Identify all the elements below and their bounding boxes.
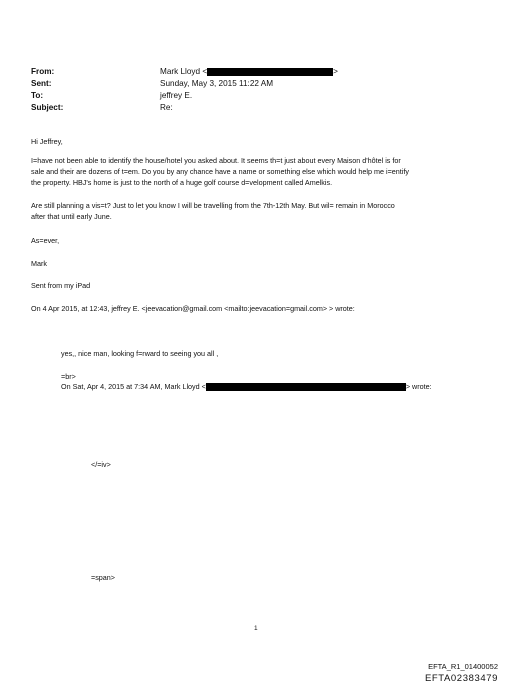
from-name: Mark Lloyd < xyxy=(160,67,208,76)
device-signature: Sent from my iPad xyxy=(31,281,91,290)
bates-number-1: EFTA_R1_01400052 xyxy=(428,662,498,671)
bates-number-2: EFTA02383479 xyxy=(424,673,498,684)
body-paragraph-1-line-1: I=have not been able to identify the house/hotel you asked about. It seems th=t just about every Maison d'hôtel is for xyxy=(31,156,401,165)
sent-label: Sent: xyxy=(31,79,52,88)
quote-header: On 4 Apr 2015, at 12:43, jeffrey E. <jeevacation@gmail.com <mailto:jeevacation=gmail.com> > wrote: xyxy=(31,304,355,313)
signoff: As=ever, xyxy=(31,236,60,245)
body-paragraph-2-line-2: after that until early June. xyxy=(31,212,112,221)
subject-label: Subject: xyxy=(31,103,64,112)
quoted-reply: yes,, nice man, looking f=rward to seeing you all , xyxy=(61,349,219,358)
to-label: To: xyxy=(31,91,44,100)
quoted-span: =span> xyxy=(91,573,115,582)
quoted-div-close: </=iv> xyxy=(91,460,111,469)
body-paragraph-2-line-1: Are still planning a vis=t? Just to let you know I will be travelling from the 7th-12th May. But wil= remain in Morocco xyxy=(31,201,395,210)
quoted-br: =br> xyxy=(61,372,76,381)
quoted-on-line xyxy=(61,382,432,393)
to-value: jeffrey E. xyxy=(160,91,193,100)
redaction-bar xyxy=(206,383,406,391)
subject-value: Re: xyxy=(160,103,173,112)
body-paragraph-1-line-2: sale and their are dozens of t=em. Do you by any chance have a name or something else which would help me i=entify xyxy=(31,167,409,176)
from-value xyxy=(160,67,338,77)
sent-value: Sunday, May 3, 2015 11:22 AM xyxy=(160,79,274,88)
body-paragraph-1-line-3: the property. HBJ's home is just to the north of a huge golf course d=velopment called Amelkis. xyxy=(31,178,333,187)
from-label: From: xyxy=(31,67,55,76)
sender-name: Mark xyxy=(31,259,47,268)
greeting: Hi Jeffrey, xyxy=(31,137,63,146)
redaction-bar xyxy=(207,68,333,76)
quoted-on-tail: > wrote: xyxy=(405,382,432,391)
page-number: 1 xyxy=(254,625,258,632)
from-tail: > xyxy=(333,67,338,76)
quoted-on-text: On Sat, Apr 4, 2015 at 7:34 AM, Mark Lloyd < xyxy=(61,382,206,391)
